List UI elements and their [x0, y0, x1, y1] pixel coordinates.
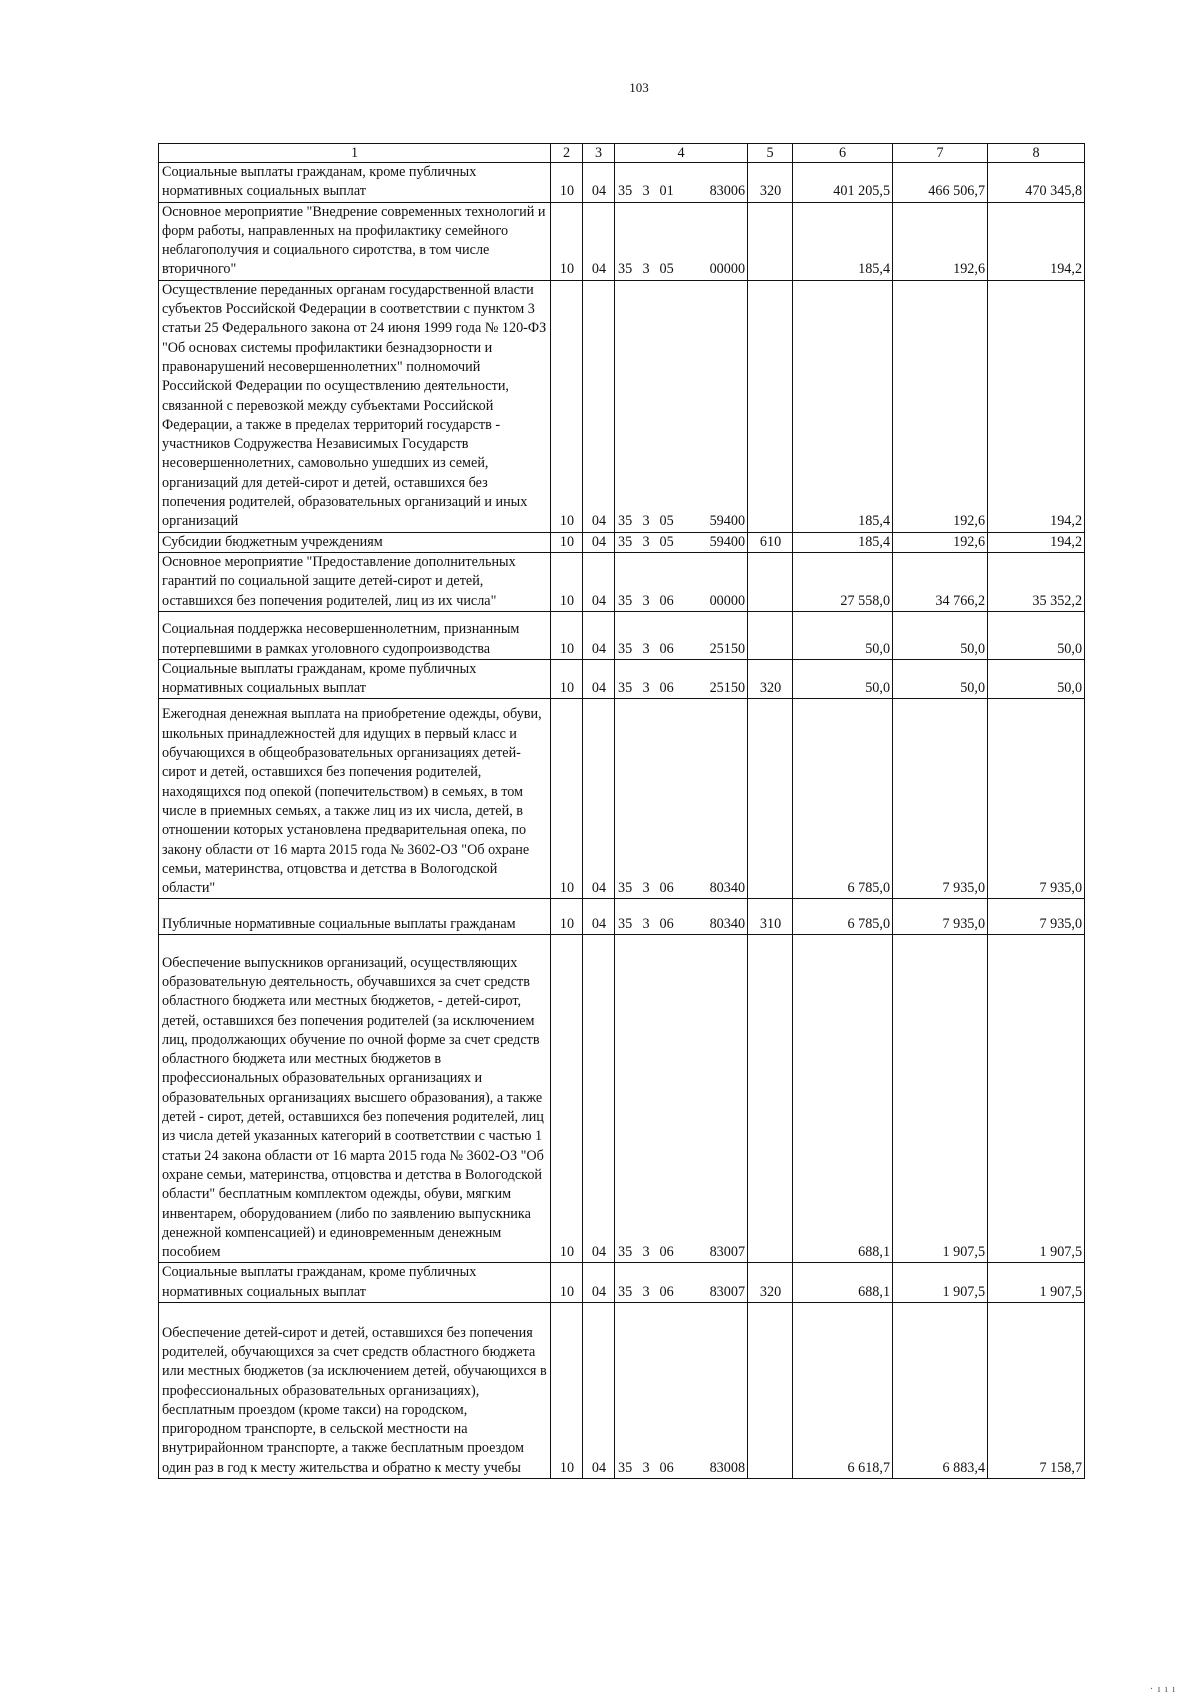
cell-name: Социальная поддержка несовершеннолетним, признанным потерпевшими в рамках уголовного судопроизводства — [159, 611, 551, 659]
cell-k4: 83007 — [687, 935, 748, 1263]
cell-v6: 6 785,0 — [793, 899, 893, 935]
cell-k4: 80340 — [687, 699, 748, 899]
cell-k1: 35 — [615, 532, 640, 552]
cell-k4: 83007 — [687, 1263, 748, 1303]
cell-k2: 3 — [640, 280, 657, 532]
cell-c3: 04 — [583, 1263, 615, 1303]
cell-k4: 83008 — [687, 1303, 748, 1479]
cell-v7: 7 935,0 — [893, 699, 988, 899]
cell-name: Социальные выплаты гражданам, кроме публичных нормативных социальных выплат — [159, 1263, 551, 1303]
page-number: 103 — [629, 80, 649, 95]
table-row — [159, 202, 1085, 280]
cell-k4: 25150 — [687, 611, 748, 659]
cell-k4: 00000 — [687, 202, 748, 280]
budget-table — [158, 143, 1085, 1479]
cell-c2: 10 — [551, 532, 583, 552]
cell-c3: 04 — [583, 163, 615, 203]
cell-k2: 3 — [640, 899, 657, 935]
cell-v8: 7 935,0 — [988, 699, 1085, 899]
cell-v6: 27 558,0 — [793, 552, 893, 611]
cell-c5 — [748, 935, 793, 1263]
cell-name: Субсидии бюджетным учреждениям — [159, 532, 551, 552]
cell-k3: 01 — [657, 163, 687, 203]
cell-k1: 35 — [615, 202, 640, 280]
cell-v8: 50,0 — [988, 611, 1085, 659]
cell-c3: 04 — [583, 1303, 615, 1479]
cell-v7: 50,0 — [893, 611, 988, 659]
table-row — [159, 1263, 1085, 1303]
cell-c3: 04 — [583, 659, 615, 699]
cell-name: Обеспечение выпускников организаций, осуществляющих образовательную деятельность, обучавшихся за счет средств областного бюджета или местных бюджетов, - детей-сирот, детей, оставшихся без попечения родителей (за исключением лиц, продолжающих обучение по очной форме за счет средств областного бюджета или местных бюджетов в профессиональных образовательных организациях и образовательных организациях высшего образования), а также детей - сирот, детей, оставшихся без попечения родителей, лиц из числа детей указанных категорий в соответствии с частью 1 статьи 24 закона области от 16 марта 2015 года № 3602-ОЗ "Об охране семьи, материнства, отцовства и детства в Вологодской области" бесплатным комплектом одежды, обуви, мягким инвентарем, оборудованием (либо по заявлению выпускника денежной компенсацией) и единовременным денежным пособием — [159, 935, 551, 1263]
cell-name: Социальные выплаты гражданам, кроме публичных нормативных социальных выплат — [159, 163, 551, 203]
cell-k1: 35 — [615, 899, 640, 935]
table-row — [159, 659, 1085, 699]
cell-v7: 1 907,5 — [893, 1263, 988, 1303]
cell-v8: 35 352,2 — [988, 552, 1085, 611]
cell-name: Обеспечение детей-сирот и детей, оставшихся без попечения родителей, обучающихся за счет средств областного бюджета или местных бюджетов (за исключением детей, обучающихся в профессиональных образовательных организациях), бесплатным проездом (кроме такси) на городском, пригородном транспорте, в сельской местности на внутрирайонном транспорте, а также бесплатным проездом один раз в год к месту жительства и обратно к месту учебы — [159, 1303, 551, 1479]
cell-c3: 04 — [583, 899, 615, 935]
cell-k3: 05 — [657, 532, 687, 552]
cell-c3: 04 — [583, 935, 615, 1263]
cell-c2: 10 — [551, 659, 583, 699]
cell-v7: 466 506,7 — [893, 163, 988, 203]
cell-name: Социальные выплаты гражданам, кроме публичных нормативных социальных выплат — [159, 659, 551, 699]
cell-k3: 06 — [657, 552, 687, 611]
cell-v7: 50,0 — [893, 659, 988, 699]
cell-k1: 35 — [615, 659, 640, 699]
cell-k3: 05 — [657, 280, 687, 532]
header-cell: 4 — [615, 144, 748, 163]
cell-v7: 1 907,5 — [893, 935, 988, 1263]
cell-c5 — [748, 552, 793, 611]
cell-v6: 6 785,0 — [793, 699, 893, 899]
cell-k4: 59400 — [687, 280, 748, 532]
cell-c5 — [748, 699, 793, 899]
cell-v8: 1 907,5 — [988, 935, 1085, 1263]
cell-k4: 00000 — [687, 552, 748, 611]
cell-v8: 470 345,8 — [988, 163, 1085, 203]
cell-v6: 688,1 — [793, 1263, 893, 1303]
cell-v7: 6 883,4 — [893, 1303, 988, 1479]
cell-k2: 3 — [640, 699, 657, 899]
header-cell: 5 — [748, 144, 793, 163]
cell-k1: 35 — [615, 1263, 640, 1303]
cell-c2: 10 — [551, 699, 583, 899]
cell-v8: 194,2 — [988, 202, 1085, 280]
cell-k3: 06 — [657, 659, 687, 699]
cell-name: Осуществление переданных органам государственной власти субъектов Российской Федерации в соответствии с пунктом 3 статьи 25 Федерального закона от 24 июня 1999 года № 120-ФЗ "Об основах системы профилактики безнадзорности и правонарушений несовершеннолетних" полномочий Российской Федерации по осуществлению деятельности, связанной с перевозкой между субъектами Российской Федерации, а также в пределах территорий государств - участников Содружества Независимых Государств несовершеннолетних, самовольно ушедших из семей, организаций для детей-сирот и детей, оставшихся без попечения родителей, образовательных организаций и иных организаций — [159, 280, 551, 532]
cell-c2: 10 — [551, 935, 583, 1263]
cell-k4: 25150 — [687, 659, 748, 699]
cell-k4: 80340 — [687, 899, 748, 935]
cell-k1: 35 — [615, 1303, 640, 1479]
cell-c2: 10 — [551, 280, 583, 532]
cell-c5: 320 — [748, 163, 793, 203]
cell-c3: 04 — [583, 532, 615, 552]
cell-k3: 06 — [657, 899, 687, 935]
cell-k1: 35 — [615, 699, 640, 899]
cell-v6: 185,4 — [793, 280, 893, 532]
cell-c3: 04 — [583, 202, 615, 280]
header-row — [159, 144, 1085, 163]
cell-k2: 3 — [640, 202, 657, 280]
cell-k3: 05 — [657, 202, 687, 280]
cell-k3: 06 — [657, 935, 687, 1263]
cell-c5 — [748, 1303, 793, 1479]
header-cell: 1 — [159, 144, 551, 163]
cell-k2: 3 — [640, 611, 657, 659]
cell-v7: 192,6 — [893, 280, 988, 532]
cell-v8: 194,2 — [988, 532, 1085, 552]
header-cell: 6 — [793, 144, 893, 163]
table-row — [159, 611, 1085, 659]
cell-c3: 04 — [583, 699, 615, 899]
cell-k2: 3 — [640, 532, 657, 552]
cell-c5 — [748, 280, 793, 532]
cell-name: Публичные нормативные социальные выплаты гражданам — [159, 899, 551, 935]
cell-name: Основное мероприятие "Внедрение современных технологий и форм работы, направленных на профилактику семейного неблагополучия и социального сиротства, в том числе вторичного" — [159, 202, 551, 280]
cell-v8: 1 907,5 — [988, 1263, 1085, 1303]
cell-k4: 83006 — [687, 163, 748, 203]
cell-c2: 10 — [551, 1303, 583, 1479]
table-row — [159, 1303, 1085, 1479]
cell-v7: 7 935,0 — [893, 899, 988, 935]
cell-c5: 610 — [748, 532, 793, 552]
cell-k2: 3 — [640, 552, 657, 611]
cell-c5: 320 — [748, 1263, 793, 1303]
scan-mark: · ı ı ı — [1149, 1684, 1176, 1695]
cell-k1: 35 — [615, 935, 640, 1263]
cell-v8: 7 158,7 — [988, 1303, 1085, 1479]
cell-name: Ежегодная денежная выплата на приобретение одежды, обуви, школьных принадлежностей для идущих в первый класс и обучающихся в общеобразовательных организациях детей-сирот и детей, оставшихся без попечения родителей, находящихся под опекой (попечительством) в семьях, в том числе в приемных семьях, а также лиц из их числа, детей, в отношении которых установлена предварительная опека, по закону области от 16 марта 2015 года № 3602-ОЗ "Об охране семьи, материнства, отцовства и детства в Вологодской области" — [159, 699, 551, 899]
table-row — [159, 163, 1085, 203]
cell-c2: 10 — [551, 163, 583, 203]
cell-k4: 59400 — [687, 532, 748, 552]
cell-c2: 10 — [551, 611, 583, 659]
cell-name: Основное мероприятие "Предоставление дополнительных гарантий по социальной защите детей-сирот и детей, оставшихся без попечения родителей, лиц из их числа" — [159, 552, 551, 611]
cell-v6: 50,0 — [793, 659, 893, 699]
cell-k2: 3 — [640, 1303, 657, 1479]
table-row — [159, 552, 1085, 611]
header-cell: 2 — [551, 144, 583, 163]
cell-k3: 06 — [657, 1303, 687, 1479]
cell-c3: 04 — [583, 611, 615, 659]
cell-c5: 320 — [748, 659, 793, 699]
cell-c5 — [748, 202, 793, 280]
cell-c2: 10 — [551, 552, 583, 611]
table-row — [159, 532, 1085, 552]
cell-c2: 10 — [551, 1263, 583, 1303]
cell-v7: 192,6 — [893, 532, 988, 552]
cell-k3: 06 — [657, 699, 687, 899]
cell-k2: 3 — [640, 659, 657, 699]
table-row — [159, 699, 1085, 899]
cell-c2: 10 — [551, 202, 583, 280]
table-row — [159, 899, 1085, 935]
cell-v6: 688,1 — [793, 935, 893, 1263]
header-cell: 8 — [988, 144, 1085, 163]
cell-k1: 35 — [615, 163, 640, 203]
table-row — [159, 280, 1085, 532]
cell-c3: 04 — [583, 280, 615, 532]
table-row — [159, 935, 1085, 1263]
cell-k2: 3 — [640, 163, 657, 203]
cell-v6: 6 618,7 — [793, 1303, 893, 1479]
cell-c5 — [748, 611, 793, 659]
cell-v8: 194,2 — [988, 280, 1085, 532]
cell-k2: 3 — [640, 935, 657, 1263]
cell-v8: 7 935,0 — [988, 899, 1085, 935]
cell-v6: 185,4 — [793, 202, 893, 280]
cell-k1: 35 — [615, 280, 640, 532]
cell-k1: 35 — [615, 552, 640, 611]
cell-k1: 35 — [615, 611, 640, 659]
cell-c2: 10 — [551, 899, 583, 935]
cell-k3: 06 — [657, 611, 687, 659]
cell-k2: 3 — [640, 1263, 657, 1303]
cell-v8: 50,0 — [988, 659, 1085, 699]
header-cell: 3 — [583, 144, 615, 163]
cell-v6: 185,4 — [793, 532, 893, 552]
cell-v6: 50,0 — [793, 611, 893, 659]
cell-k3: 06 — [657, 1263, 687, 1303]
cell-v7: 34 766,2 — [893, 552, 988, 611]
cell-c3: 04 — [583, 552, 615, 611]
header-cell: 7 — [893, 144, 988, 163]
cell-v6: 401 205,5 — [793, 163, 893, 203]
cell-c5: 310 — [748, 899, 793, 935]
cell-v7: 192,6 — [893, 202, 988, 280]
